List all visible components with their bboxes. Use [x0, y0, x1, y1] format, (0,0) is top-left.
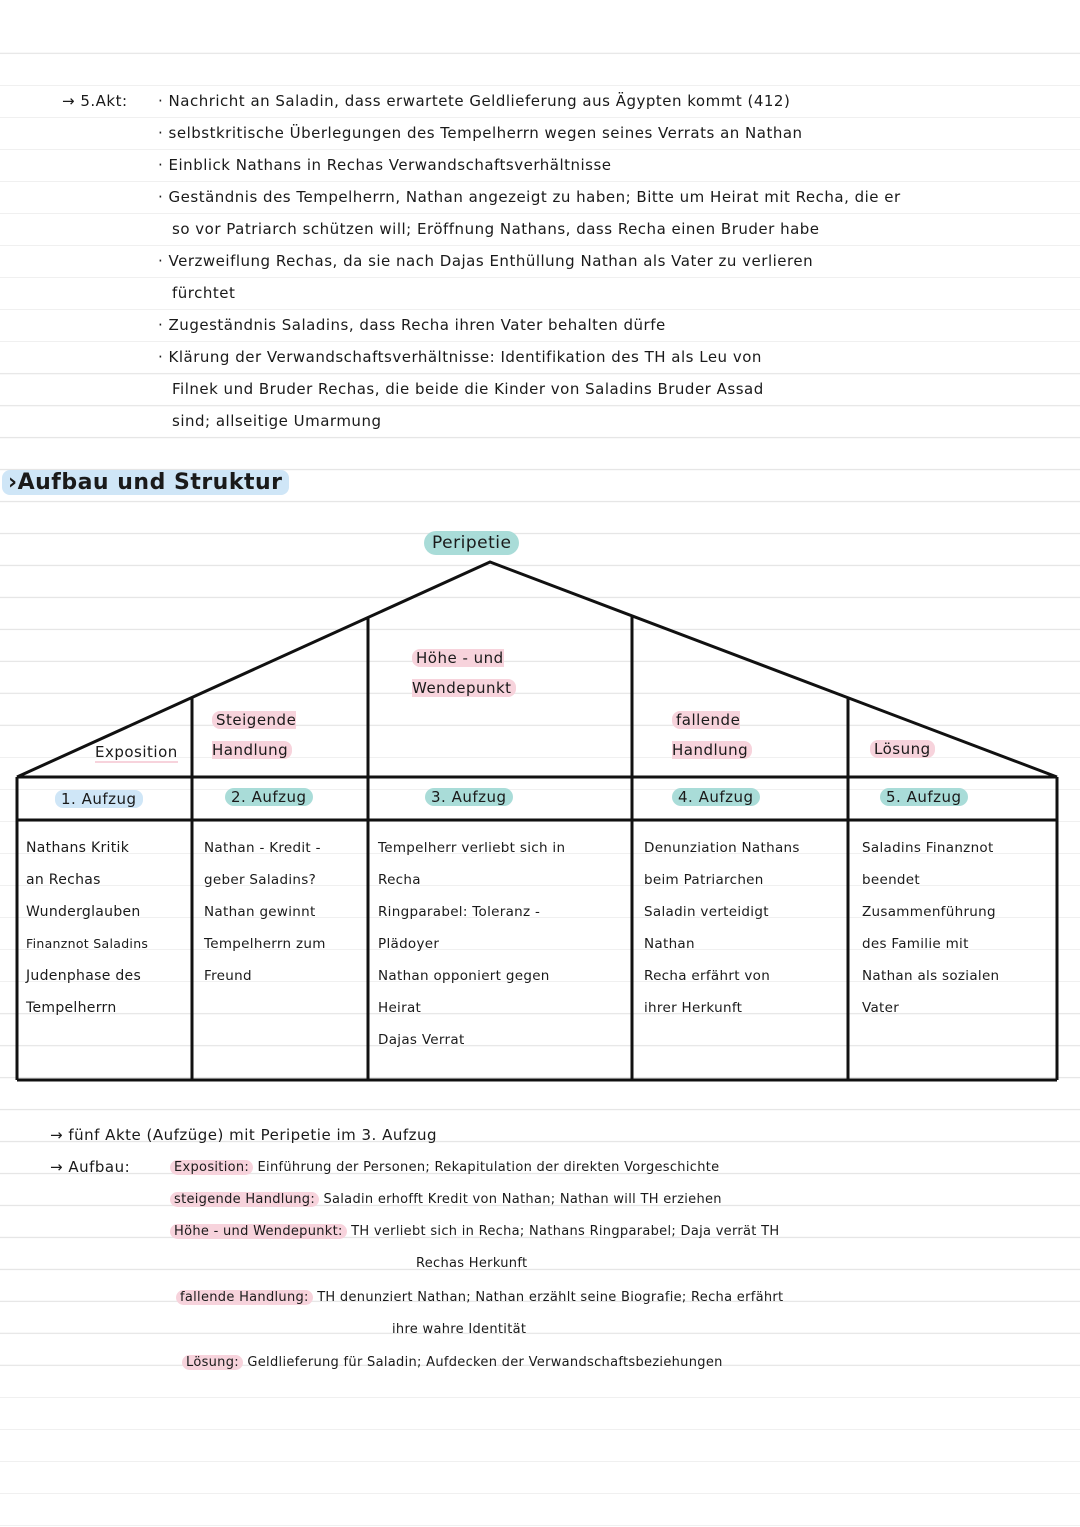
list-item: Recha erfährt von — [644, 968, 771, 984]
summary-row: Lösung: Geldlieferung für Saladin; Aufdecken der Verwandschaftsbeziehungen — [182, 1355, 723, 1370]
list-item: Nathan als sozialen — [862, 968, 1000, 984]
list-item: beim Patriarchen — [644, 872, 764, 888]
act5-line: fürchtet — [172, 284, 236, 302]
list-item: Nathans Kritik — [26, 840, 130, 856]
list-item: des Familie mit — [862, 936, 969, 952]
act-label-4: 4. Aufzug — [672, 788, 760, 806]
act5-line: · selbstkritische Überlegungen des Tempelherrn wegen seines Verrats an Nathan — [158, 124, 803, 142]
act5-line: · Verzweiflung Rechas, da sie nach Dajas Enthüllung Nathan als Vater zu verlieren — [158, 252, 814, 270]
stage-climax: Höhe - und Wendepunkt — [412, 643, 562, 703]
list-item: Freund — [204, 968, 252, 984]
list-item: Saladin verteidigt — [644, 904, 769, 920]
summary-row: fallende Handlung: TH denunziert Nathan; Nathan erzählt seine Biografie; Recha erfährt — [176, 1290, 783, 1305]
summary-row: Höhe - und Wendepunkt: TH verliebt sich in Recha; Nathans Ringparabel; Daja verrät TH — [170, 1224, 779, 1239]
list-item: Denunziation Nathans — [644, 840, 800, 856]
summary-row-cont: Rechas Herkunft — [416, 1256, 528, 1271]
list-item: Finanznot Saladins — [26, 936, 149, 951]
list-item: Nathan — [644, 936, 695, 952]
list-item: Vater — [862, 1000, 900, 1016]
list-item: Ringparabel: Toleranz - — [378, 904, 541, 920]
list-item: an Rechas — [26, 872, 101, 888]
list-item: Nathan - Kredit - — [204, 840, 321, 856]
act5-line: · Einblick Nathans in Rechas Verwandschaftsverhältnisse — [158, 156, 612, 174]
act5-label: → 5.Akt: — [62, 92, 128, 110]
act-label-2: 2. Aufzug — [225, 788, 313, 806]
list-item: beendet — [862, 872, 921, 888]
summary-label: → Aufbau: — [50, 1158, 131, 1176]
column-5 — [862, 832, 999, 1024]
act5-line: · Zugeständnis Saladins, dass Recha ihren Vater behalten dürfe — [158, 316, 666, 334]
stage-exposition: Exposition — [95, 743, 178, 761]
list-item: Tempelherrn zum — [204, 936, 326, 952]
list-item: Wunderglauben — [26, 904, 141, 920]
list-item: Dajas Verrat — [378, 1032, 465, 1048]
column-4 — [644, 832, 800, 1024]
list-item: Tempelherr verliebt sich in — [378, 840, 566, 856]
list-item: Plädoyer — [378, 936, 440, 952]
list-item: ihrer Herkunft — [644, 1000, 743, 1016]
act-label-3: 3. Aufzug — [425, 788, 513, 806]
act-label-5: 5. Aufzug — [880, 788, 968, 806]
list-item: Nathan gewinnt — [204, 904, 316, 920]
summary-row-cont: ihre wahre Identität — [392, 1322, 527, 1337]
act5-line: · Nachricht an Saladin, dass erwartete Geldlieferung aus Ägypten kommt (412) — [158, 92, 791, 110]
list-item: Recha — [378, 872, 421, 888]
stage-falling: fallende Handlung — [672, 705, 812, 765]
list-item: Tempelherrn — [26, 1000, 117, 1016]
act5-line: sind; allseitige Umarmung — [172, 412, 382, 430]
act5-line: · Geständnis des Tempelherrn, Nathan angezeigt zu haben; Bitte um Heirat mit Recha, die er — [158, 188, 901, 206]
column-1 — [26, 832, 148, 1024]
list-item: Saladins Finanznot — [862, 840, 994, 856]
list-item: geber Saladins? — [204, 872, 317, 888]
stage-rising: Steigende Handlung — [212, 711, 297, 759]
summary-row: Exposition: Einführung der Personen; Rekapitulation der direkten Vorgeschichte — [170, 1160, 719, 1175]
list-item: Judenphase des — [26, 968, 142, 984]
section-title: ›Aufbau und Struktur — [2, 470, 289, 495]
act5-line: · Klärung der Verwandschaftsverhältnisse: Identifikation des TH als Leu von — [158, 348, 762, 366]
summary-row: steigende Handlung: Saladin erhofft Kredit von Nathan; Nathan will TH erziehen — [170, 1192, 722, 1207]
column-3 — [378, 832, 565, 1056]
act5-line: so vor Patriarch schützen will; Eröffnung Nathans, dass Recha einen Bruder habe — [172, 220, 820, 238]
peak-label: Peripetie — [424, 531, 519, 555]
list-item: Nathan opponiert gegen — [378, 968, 550, 984]
list-item: Zusammenführung — [862, 904, 996, 920]
column-2 — [204, 832, 326, 992]
list-item: Heirat — [378, 1000, 422, 1016]
act5-line: Filnek und Bruder Rechas, die beide die Kinder von Saladins Bruder Assad — [172, 380, 764, 398]
act-label-1: 1. Aufzug — [55, 790, 143, 808]
stage-resolution: Lösung — [870, 740, 935, 758]
summary-line: → fünf Akte (Aufzüge) mit Peripetie im 3. Aufzug — [50, 1126, 438, 1144]
